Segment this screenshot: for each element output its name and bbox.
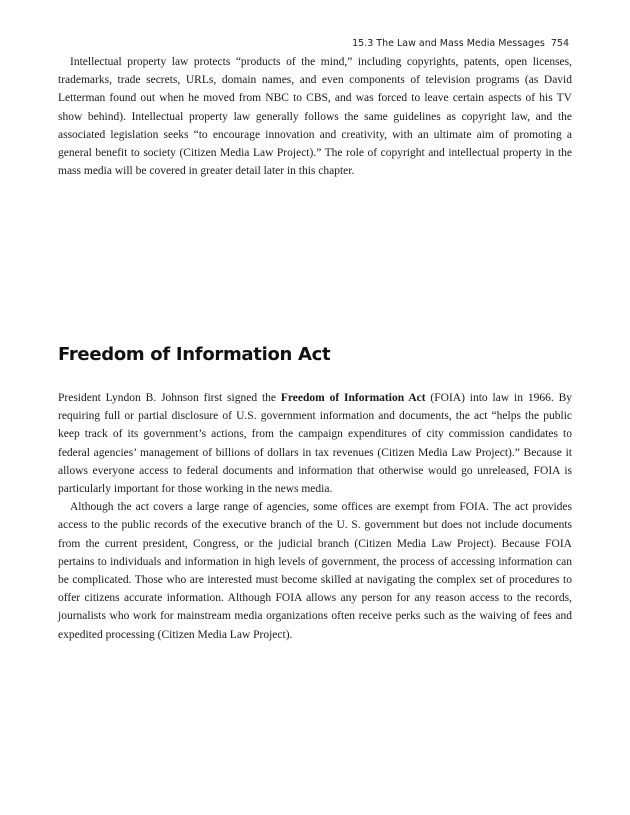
intellectual-property-paragraph: Intellectual property law protects “products of the mind,” including copyrights, patents, open licenses, trademarks, trade secrets, URLs, domain names, and even components of television programs (as David Letterman found out when he moved from NBC to CBS, and was forced to leave certain aspects of his TV show behind). Intellectual property law generally follows the same guidelines as copyright law, and the associated legislation seeks “to encourage innovation and creativity, with an ultimate aim of promoting a general benefit to society (Citizen Media Law Project).” The role of copyright and intellectual property in the mass media will be covered in greater detail later in this chapter. bbox=[58, 56, 572, 178]
page-number: 754 bbox=[550, 38, 569, 49]
intro-section bbox=[58, 53, 572, 180]
running-header bbox=[352, 38, 569, 49]
foia-p1-lead: President Lyndon B. Johnson first signed the bbox=[58, 392, 281, 404]
foia-section bbox=[58, 389, 572, 644]
foia-key-term: Freedom of Information Act bbox=[280, 392, 426, 404]
running-title: 15.3 The Law and Mass Media Messages bbox=[352, 38, 545, 49]
foia-p1-rest: (FOIA) into law in 1966. By requiring full or partial disclosure of U.S. government information and documents, the act “helps the public keep track of its government’s actions, from the campaign expenditures of city commission candidates to federal agencies’ management of billions of dollars in tax revenues (Citizen Media Law Project).” Because it allows everyone access to federal documents and information that otherwise would go unreleased, FOIA is particularly important for those working in the news media. bbox=[58, 392, 572, 496]
foia-paragraph-1 bbox=[58, 389, 572, 498]
foia-paragraph-2: Although the act covers a large range of agencies, some offices are exempt from FOIA. The act provides access to the public records of the executive branch of the U. S. government but does not include documents from the current president, Congress, or the judicial branch (Citizen Media Law Project). Because FOIA pertains to individuals and information in high levels of government, the process of accessing information can be complicated. Those who are interested must become skilled at navigating the complex set of procedures to offer citizens accurate information. Although FOIA allows any person for any reason access to the records, journalists who work for mainstream media organizations often receive perks such as the waiving of fees and expedited processing (Citizen Media Law Project). bbox=[58, 501, 572, 641]
section-heading: Freedom of Information Act bbox=[58, 344, 331, 365]
